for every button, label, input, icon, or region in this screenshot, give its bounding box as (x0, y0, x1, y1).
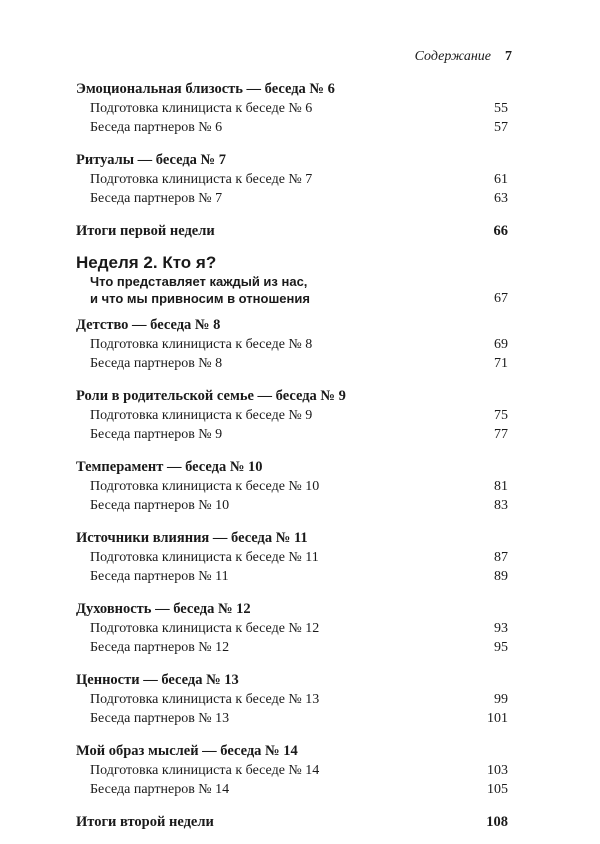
toc-entry-page: 101 (487, 711, 508, 726)
toc-entry-page: 57 (494, 120, 508, 135)
toc-entry-label: Беседа партнеров № 11 (90, 569, 229, 584)
running-header (415, 49, 512, 65)
toc-entry-label: Подготовка клинициста к беседе № 9 (90, 408, 313, 423)
toc-entry-label: Беседа партнеров № 14 (90, 782, 230, 797)
toc-entry-label: Подготовка клинициста к беседе № 12 (90, 621, 320, 636)
toc-entry (76, 690, 508, 709)
toc-section (76, 79, 508, 137)
toc-entry-page: 77 (494, 427, 508, 442)
toc-week-summary (76, 221, 508, 241)
toc-section-title: Роли в родительской семье — беседа № 9 (76, 388, 346, 404)
toc-entry-page: 71 (494, 356, 508, 371)
toc-entry-label: Беседа партнеров № 7 (90, 191, 223, 206)
toc-week-subtitle-page: 67 (494, 291, 508, 306)
toc-entry-page: 93 (494, 621, 508, 636)
toc-section (76, 599, 508, 657)
toc-entry-page: 81 (494, 479, 508, 494)
toc-summary-label: Итоги второй недели (76, 814, 214, 830)
toc-entry-page: 103 (487, 763, 508, 778)
toc-entry (76, 638, 508, 657)
toc-entry-page: 83 (494, 498, 508, 513)
toc-entry-page: 55 (494, 101, 508, 116)
running-header-title: Содержание (414, 49, 491, 64)
toc-entry-label: Подготовка клинициста к беседе № 7 (90, 172, 313, 187)
toc-entry (76, 354, 508, 373)
toc-section (76, 670, 508, 728)
toc-summary-label: Итоги первой недели (76, 223, 215, 239)
toc-entry-label: Беседа партнеров № 10 (90, 498, 230, 513)
toc-entry-page: 63 (494, 191, 508, 206)
toc-entry (76, 335, 508, 354)
toc-section (76, 386, 508, 444)
toc-entry (76, 709, 508, 728)
toc-section (76, 315, 508, 373)
toc-entry-label: Подготовка клинициста к беседе № 10 (90, 479, 320, 494)
toc-entry-label: Беседа партнеров № 13 (90, 711, 230, 726)
toc-entry-page: 69 (494, 337, 508, 352)
toc-entry-label: Беседа партнеров № 8 (90, 356, 223, 371)
toc-entry (76, 118, 508, 137)
toc-section-title: Мой образ мыслей — беседа № 14 (76, 743, 298, 759)
toc-week-subtitle-line: и что мы привносим в отношения (90, 291, 310, 306)
toc-entry (76, 619, 508, 638)
table-of-contents (76, 79, 508, 844)
toc-entry (76, 170, 508, 189)
toc-entry (76, 425, 508, 444)
toc-entry-label: Подготовка клинициста к беседе № 14 (90, 763, 320, 778)
toc-entry-page: 61 (494, 172, 508, 187)
toc-entry-label: Подготовка клинициста к беседе № 8 (90, 337, 313, 352)
toc-entry (76, 567, 508, 586)
toc-summary-page: 66 (493, 223, 508, 239)
header-page-number: 7 (505, 49, 512, 64)
toc-entry (76, 780, 508, 799)
toc-section-title: Ценности — беседа № 13 (76, 672, 239, 688)
toc-section-title: Эмоциональная близость — беседа № 6 (76, 81, 335, 97)
toc-entry-page: 87 (494, 550, 508, 565)
toc-entry (76, 761, 508, 780)
toc-entry (76, 496, 508, 515)
toc-section-title: Детство — беседа № 8 (76, 317, 221, 333)
toc-section-title: Ритуалы — беседа № 7 (76, 152, 226, 168)
toc-entry (76, 477, 508, 496)
toc-week-summary (76, 812, 508, 832)
toc-section (76, 457, 508, 515)
toc-summary-page: 108 (486, 814, 508, 830)
toc-section (76, 528, 508, 586)
toc-section (76, 150, 508, 208)
toc-entry (76, 548, 508, 567)
toc-week-subtitle-line: Что представляет каждый из нас, (90, 274, 308, 289)
toc-section-title: Темперамент — беседа № 10 (76, 459, 263, 475)
toc-section-title: Духовность — беседа № 12 (76, 601, 251, 617)
toc-entry-label: Беседа партнеров № 9 (90, 427, 223, 442)
toc-entry-label: Подготовка клинициста к беседе № 11 (90, 550, 319, 565)
toc-entry-page: 99 (494, 692, 508, 707)
toc-entry-label: Беседа партнеров № 6 (90, 120, 223, 135)
toc-entry-page: 89 (494, 569, 508, 584)
toc-entry (76, 99, 508, 118)
toc-entry-page: 105 (487, 782, 508, 797)
toc-entry-label: Беседа партнеров № 12 (90, 640, 230, 655)
toc-week-heading: Неделя 2. Кто я? (76, 253, 217, 272)
toc-entry-label: Подготовка клинициста к беседе № 6 (90, 101, 313, 116)
toc-entry-page: 75 (494, 408, 508, 423)
toc-entry-page: 95 (494, 640, 508, 655)
toc-section-title: Источники влияния — беседа № 11 (76, 530, 308, 546)
toc-entry-label: Подготовка клинициста к беседе № 13 (90, 692, 320, 707)
toc-week-subtitle (76, 273, 508, 307)
toc-entry (76, 189, 508, 208)
toc-entry (76, 406, 508, 425)
